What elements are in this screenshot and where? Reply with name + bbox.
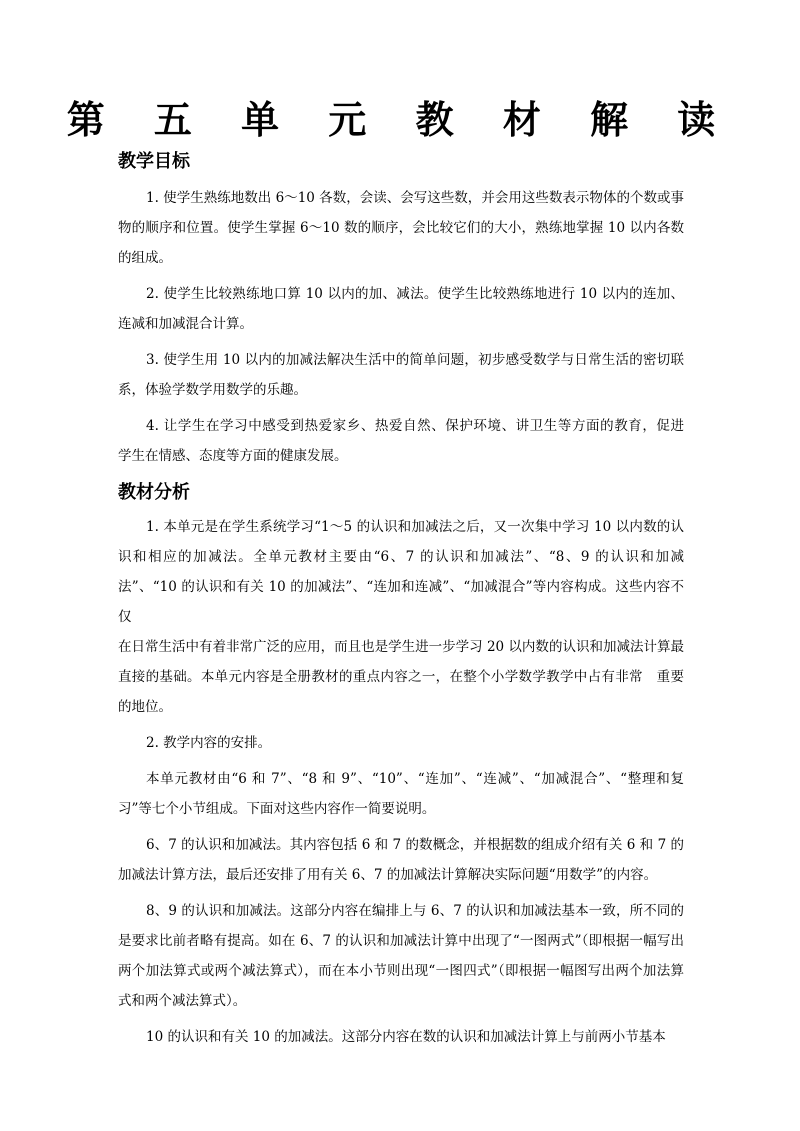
analysis-paragraph-5: 8、9 的认识和加减法。这部分内容在编排上与 6、7 的认识和加减法基本一致，所不同的是要求比前者略有提高。如在 6、7 的认识和加减法计算中出现了“一图两式”（即根据一幅写出两个加法算式或两个减法算式），而在本小节则出现“一图四式”（即根据一幅图写出两个加法算式和两个减法算式）。	[118, 903, 684, 1009]
section-heading-teaching-goals: 教学目标	[118, 151, 190, 172]
section-heading-material-analysis: 教材分析	[118, 482, 190, 503]
document-title: 第 五 单 元 教 材 解 读	[66, 98, 734, 142]
analysis-paragraph-1: 1. 本单元是在学生系统学习“1～5 的认识和加减法之后，又一次集中学习 10 以内数的认识和相应的加减法。全单元教材主要由“6、7 的认识和加减法”、“8、9 的认识和加减法”、“10 的认识和有关 10 的加减法”、“连加和连减”、“加减混合”等内容构成。这些内容不仅	[118, 519, 684, 625]
analysis-paragraph-2: 2. 教学内容的安排。	[146, 735, 272, 751]
analysis-paragraph-1-continued: 在日常生活中有着非常广泛的应用，而且也是学生进一步学习 20 以内数的认识和加减法计算最直接的基础。本单元内容是全册教材的重点内容之一，在整个小学数学教学中占有非常 重要的地位。	[118, 639, 684, 715]
analysis-paragraph-6: 10 的认识和有关 10 的加减法。这部分内容在数的认识和加减法计算上与前两小节基本	[146, 1029, 666, 1045]
goal-paragraph-2: 2. 使学生比较熟练地口算 10 以内的加、减法。使学生比较熟练地进行 10 以内的连加、连减和加减混合计算。	[118, 286, 684, 332]
material-analysis-body	[118, 512, 684, 1052]
analysis-paragraph-3: 本单元教材由“6 和 7”、“8 和 9”、“10”、“连加”、“连减”、“加减混合”、“整理和复习”等七个小节组成。下面对这些内容作一简要说明。	[118, 771, 684, 817]
goal-paragraph-4: 4. 让学生在学习中感受到热爱家乡、热爱自然、保护环境、讲卫生等方面的教育，促进 学生在情感、态度等方面的健康发展。	[118, 418, 698, 464]
goal-paragraph-3: 3. 使学生用 10 以内的加减法解决生活中的简单问题，初步感受数学与日常生活的密切联系，体验学数学用数学的乐趣。	[118, 352, 684, 398]
goal-paragraph-1: 1. 使学生熟练地数出 6～10 各数，会读、会写这些数，并会用这些数表示物体的个数或事物的顺序和位置。使学生掌握 6～10 数的顺序，会比较它们的大小，熟练地掌握 10 以内各数的组成。	[118, 190, 684, 266]
teaching-goals-body	[118, 183, 698, 471]
analysis-paragraph-4: 6、7 的认识和加减法。其内容包括 6 和 7 的数概念，并根据数的组成介绍有关 6 和 7 的加减法计算方法，最后还安排了用有关 6、7 的加减法计算解决实际问题“用数学”的内容。	[118, 837, 684, 883]
